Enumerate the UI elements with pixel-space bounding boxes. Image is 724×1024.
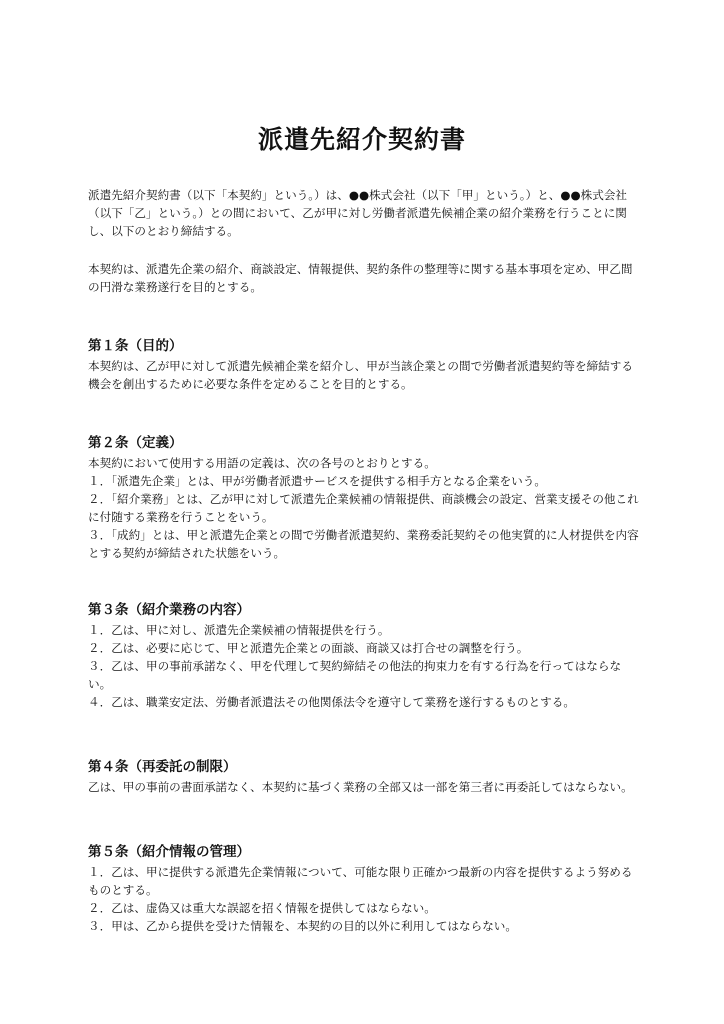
article-clause: ２．乙は、必要に応じて、甲と派遣先企業との面談、商談又は打合せの調整を行う。: [88, 641, 529, 655]
article-clause: ３．乙は、甲の事前承諾なく、甲を代理して契約締結その他法的拘束力を有する行為を行ってはならない。: [88, 659, 622, 691]
article-clause: １．「派遣先企業」とは、甲が労働者派遣サービスを提供する相手方となる企業をいう。: [88, 474, 546, 488]
article-clause: ２．「紹介業務」とは、乙が甲に対して派遣先企業候補の情報提供、商談機会の設定、営業支援その他これに付随する業務を行うことをいう。: [88, 492, 639, 524]
article-heading: 第１条（目的）: [88, 338, 183, 354]
article-clause: １．乙は、甲に対し、派遣先企業候補の情報提供を行う。: [88, 623, 390, 637]
article-clause: ２．乙は、虚偽又は重大な誤認を招く情報を提供してはならない。: [88, 901, 436, 915]
article-clause: 本契約は、乙が甲に対して派遣先候補企業を紹介し、甲が当該企業との間で労働者派遣契約等を締結する機会を創出するために必要な条件を定めることを目的とする。: [88, 359, 633, 391]
article-clause: １．乙は、甲に提供する派遣先企業情報について、可能な限り正確かつ最新の内容を提供するよう努めるものとする。: [88, 865, 633, 897]
article-heading: 第４条（再委託の制限）: [88, 759, 237, 775]
article-5: [88, 842, 640, 935]
article-clause: ３．「成約」とは、甲と派遣先企業との間で労働者派遣契約、業務委託契約その他実質的に人材提供を内容とする契約が締結された状態をいう。: [88, 528, 639, 560]
article-1: [88, 336, 640, 393]
document-title: 派遣先紹介契約書: [257, 125, 466, 154]
intro-paragraph: 本契約は、派遣先企業の紹介、商談設定、情報提供、契約条件の整理等に関する基本事項を定め、甲乙間の円滑な業務遂行を目的とする。: [88, 262, 633, 294]
article-heading: 第３条（紹介業務の内容）: [88, 602, 250, 618]
article-clause: 乙は、甲の事前の書面承諾なく、本契約に基づく業務の全部又は一部を第三者に再委託してはならない。: [88, 780, 633, 794]
article-4: [88, 757, 640, 796]
article-heading: 第２条（定義）: [88, 435, 183, 451]
intro-paragraph: 派遣先紹介契約書（以下「本契約」という。）は、●●株式会社（以下「甲」という。）と、●●株式会社（以下「乙」という。）との間において、乙が甲に対し労働者派遣先候補企業の紹介業務を行うことに関し、以下のとおり締結する。: [88, 188, 627, 238]
article-2: [88, 433, 640, 562]
document-body: [88, 186, 640, 935]
article-3: [88, 600, 640, 711]
article-clause: ４．乙は、職業安定法、労働者派遣法その他関係法令を遵守して業務を遂行するものとする。: [88, 695, 575, 709]
article-heading: 第５条（紹介情報の管理）: [88, 844, 250, 860]
article-clause: ３．甲は、乙から提供を受けた情報を、本契約の目的以外に利用してはならない。: [88, 919, 517, 933]
article-clause: 本契約において使用する用語の定義は、次の各号のとおりとする。: [88, 456, 436, 470]
